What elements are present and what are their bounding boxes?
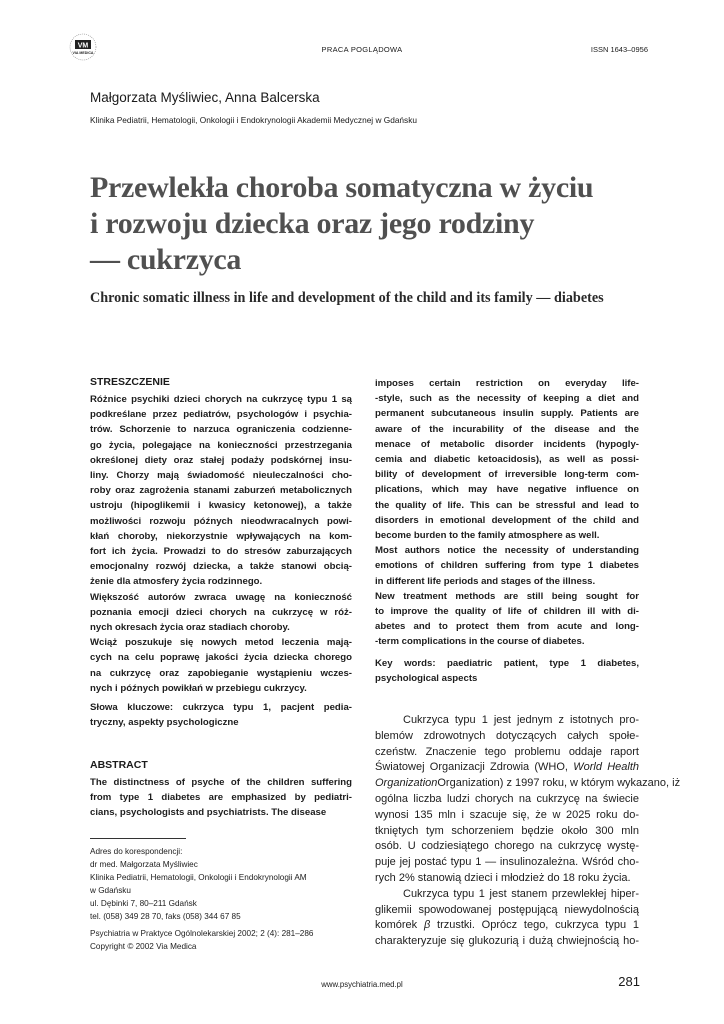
text-line: możliwości rozwoju późnych nieodwracalnych powi- bbox=[90, 515, 352, 527]
affiliation: Klinika Pediatrii, Hematologii, Onkologii i Endokrynologii Akademii Medycznej w Gdańsku bbox=[90, 115, 417, 125]
text-line: -style, such as the necessity of keeping a diet and bbox=[375, 393, 639, 405]
text-line: Key words: paediatric patient, type 1 diabetes, bbox=[375, 658, 639, 669]
body-text bbox=[375, 713, 681, 950]
text-line: nych i późnych powikłań w przebiegu cukrzycy. bbox=[90, 682, 307, 694]
text-line: psychological aspects bbox=[375, 673, 478, 685]
text-line: emocjonalny rozwój dziecka, a także stanowi obcią- bbox=[90, 561, 352, 573]
footnote-rule bbox=[90, 838, 186, 839]
text-line: na cukrzycę oraz zapobieganie wystąpieniu wczes- bbox=[90, 667, 352, 679]
text-line: cych na celu poprawę jakości życia dziecka chorego bbox=[90, 652, 352, 664]
text-line: kłań choroby, niekorzystnie wpływających na kom- bbox=[90, 530, 352, 542]
text-line: nych okresach życia oraz stadiach choroby. bbox=[90, 622, 290, 634]
corr-line: dr med. Małgorzata Myśliwiec bbox=[90, 860, 198, 869]
text-line: fort ich życia. Prowadzi to do stresów zaburzających bbox=[90, 546, 352, 558]
text-line: disorders in emotional development of the child and bbox=[375, 514, 639, 526]
text-line: poznania emocji dzieci chorych na cukrzycę w róż- bbox=[90, 606, 352, 618]
beta-symbol: β bbox=[423, 919, 431, 932]
article-subtitle: Chronic somatic illness in life and development of the child and its family — diabetes bbox=[90, 290, 604, 306]
body-line: OrganizationOrganization) z 1997 roku, w którym wykazano, iż bbox=[375, 777, 681, 790]
corr-line: ul. Dębinki 7, 80–211 Gdańsk bbox=[90, 899, 197, 908]
text-line: permanent subcutaneous insulin supply. Patients are bbox=[375, 408, 639, 420]
text-line: tryczny, aspekty psychologiczne bbox=[90, 717, 239, 729]
body-line: Światowej Organizacji Zdrowia (WHO, World Health bbox=[375, 761, 639, 774]
text-line: żenie dla atmosfery życia rodzinnego. bbox=[90, 576, 263, 588]
text-line: bility of development of irreversible long-term com- bbox=[375, 469, 639, 481]
page-number: 281 bbox=[618, 974, 640, 989]
text-line: to improve the quality of life of children ill with di- bbox=[375, 606, 639, 618]
section-label: PRACA POGLĄDOWA bbox=[321, 45, 403, 54]
text-line: roby oraz zagrożenia stanami zaburzeń metabolicznych bbox=[90, 485, 352, 497]
text-line: the quality of life. This can be stressful and lead to bbox=[375, 499, 639, 511]
corr-line: Adres do korespondencji: bbox=[90, 847, 183, 856]
title-line: — cukrzyca bbox=[90, 243, 242, 276]
body-line: blemów zdrowotnych dotyczących całych społe- bbox=[375, 729, 639, 742]
body-line: puje jej postać typu 1 — insulinozależna. Wśród cho- bbox=[375, 856, 639, 869]
svg-text:VIA MEDICA: VIA MEDICA bbox=[72, 51, 94, 55]
text-line: imposes certain restriction on everyday life- bbox=[375, 378, 639, 389]
text-line: go życia, polegające na konieczności przestrzegania bbox=[90, 439, 352, 451]
text-line: trów. Schorzenie to narzuca ograniczenia codzienne- bbox=[90, 424, 352, 436]
text-line: -term complications in the course of diabetes. bbox=[375, 636, 585, 648]
who-report-title: Organization bbox=[375, 777, 438, 790]
text-line: in different life periods and stages of the illness. bbox=[375, 575, 596, 587]
body-line: ogólna liczba ludzi chorych na cukrzycę na świecie bbox=[375, 792, 639, 805]
streszczenie-keywords bbox=[90, 700, 352, 730]
abstract-keywords bbox=[375, 656, 639, 686]
text-line: liny. Chorzy mają świadomość nieuleczalności cho- bbox=[90, 470, 352, 482]
article-title bbox=[90, 170, 650, 278]
text-line: aware of the incurability of the disease and the bbox=[375, 423, 639, 435]
text-line: Most authors notice the necessity of understanding bbox=[375, 545, 639, 557]
text-line: cemia and diabetic ketoacidosis), as well as possi- bbox=[375, 454, 639, 466]
abstract-text-right bbox=[375, 376, 639, 650]
svg-text:VM: VM bbox=[77, 42, 89, 50]
title-line: Przewlekła choroba somatyczna w życiu bbox=[90, 171, 594, 204]
correspondence bbox=[90, 845, 313, 953]
text-line: from type 1 diabetes are emphasized by pediatri- bbox=[90, 792, 352, 804]
body-line: glikemii spowodowanej postępującą niewydolnością bbox=[375, 903, 639, 916]
authors: Małgorzata Myśliwiec, Anna Balcerska bbox=[90, 90, 320, 105]
abstract-text-left bbox=[90, 775, 352, 821]
body-line: osób. U codziesiątego chorego na cukrzycę wystę- bbox=[375, 840, 639, 853]
corr-line: tel. (058) 349 28 70, faks (058) 344 67 85 bbox=[90, 912, 241, 921]
text-line: określonej diety oraz stałej podaży podskórnej insu- bbox=[90, 454, 352, 466]
text-line: Wciąż poszukuje się nowych metod leczenia mają- bbox=[90, 637, 352, 649]
body-line: tkniętych tym schorzeniem będzie około 300 mln bbox=[375, 824, 639, 837]
streszczenie-heading: STRESZCZENIE bbox=[90, 376, 170, 388]
title-line: i rozwoju dziecka oraz jego rodziny bbox=[90, 207, 535, 240]
text-line: podkreślane przez pediatrów, psychologów i psychia- bbox=[90, 409, 352, 421]
text-line: menace of metabolic disorder incidents (hypogly- bbox=[375, 438, 639, 450]
body-line: Cukrzyca typu 1 jest jednym z istotnych pro- bbox=[403, 714, 639, 726]
body-line: Cukrzyca typu 1 jest stanem przewlekłej hiper- bbox=[403, 887, 639, 900]
streszczenie-text bbox=[90, 392, 352, 696]
copyright: Copyright © 2002 Via Medica bbox=[90, 942, 197, 951]
abstract-heading: ABSTRACT bbox=[90, 759, 148, 771]
journal-citation: Psychiatria w Praktyce Ogólnolekarskiej 2002; 2 (4): 281–286 bbox=[90, 929, 314, 938]
text-line: emotions of children suffering from type 1 diabetes bbox=[375, 560, 639, 572]
text-line: Słowa kluczowe: cukrzyca typu 1, pacjent pedia- bbox=[90, 702, 352, 713]
text-line: become burden to the family atmosphere as well. bbox=[375, 530, 600, 542]
text-line: Większość autorów zwraca uwagę na konieczność bbox=[90, 591, 352, 603]
corr-line: w Gdańsku bbox=[90, 886, 131, 895]
corr-line: Klinika Pediatrii, Hematologii, Onkologii i Endokrynologii AM bbox=[90, 873, 307, 882]
text-line: abetes and to protect them from acute and long- bbox=[375, 621, 639, 633]
body-line: rych 2% stanowią dzieci i młodzież do 18 roku życia. bbox=[375, 871, 631, 884]
text-line: The distinctness of psyche of the children suffering bbox=[90, 777, 352, 788]
text-line: cians, psychologists and psychiatrists. The disease bbox=[90, 807, 327, 819]
text-line: New treatment methods are still being sought for bbox=[375, 590, 639, 602]
text-line: ustroju (hipoglikemii i kwasicy ketonowej), a także bbox=[90, 500, 352, 512]
footer-url: www.psychiatria.med.pl bbox=[321, 980, 403, 989]
body-line: wynosi 135 mln i szacuje się, że w 2025 roku do- bbox=[375, 808, 639, 821]
body-line: komórek β trzustki. Oprócz tego, cukrzyca typu 1 bbox=[375, 919, 639, 932]
issn: ISSN 1643–0956 bbox=[590, 45, 648, 54]
who-report-title: World Health bbox=[573, 761, 639, 774]
text-line: Różnice psychiki dzieci chorych na cukrzycę typu 1 są bbox=[90, 394, 352, 405]
text-line: plications, which may have negative influence on bbox=[375, 484, 639, 496]
body-line: charakteryzuje się glukozurią i dużą chwiejnością ho- bbox=[375, 935, 639, 948]
body-line: czeństw. Znaczenie tego problemu oddaje raport bbox=[375, 745, 639, 758]
